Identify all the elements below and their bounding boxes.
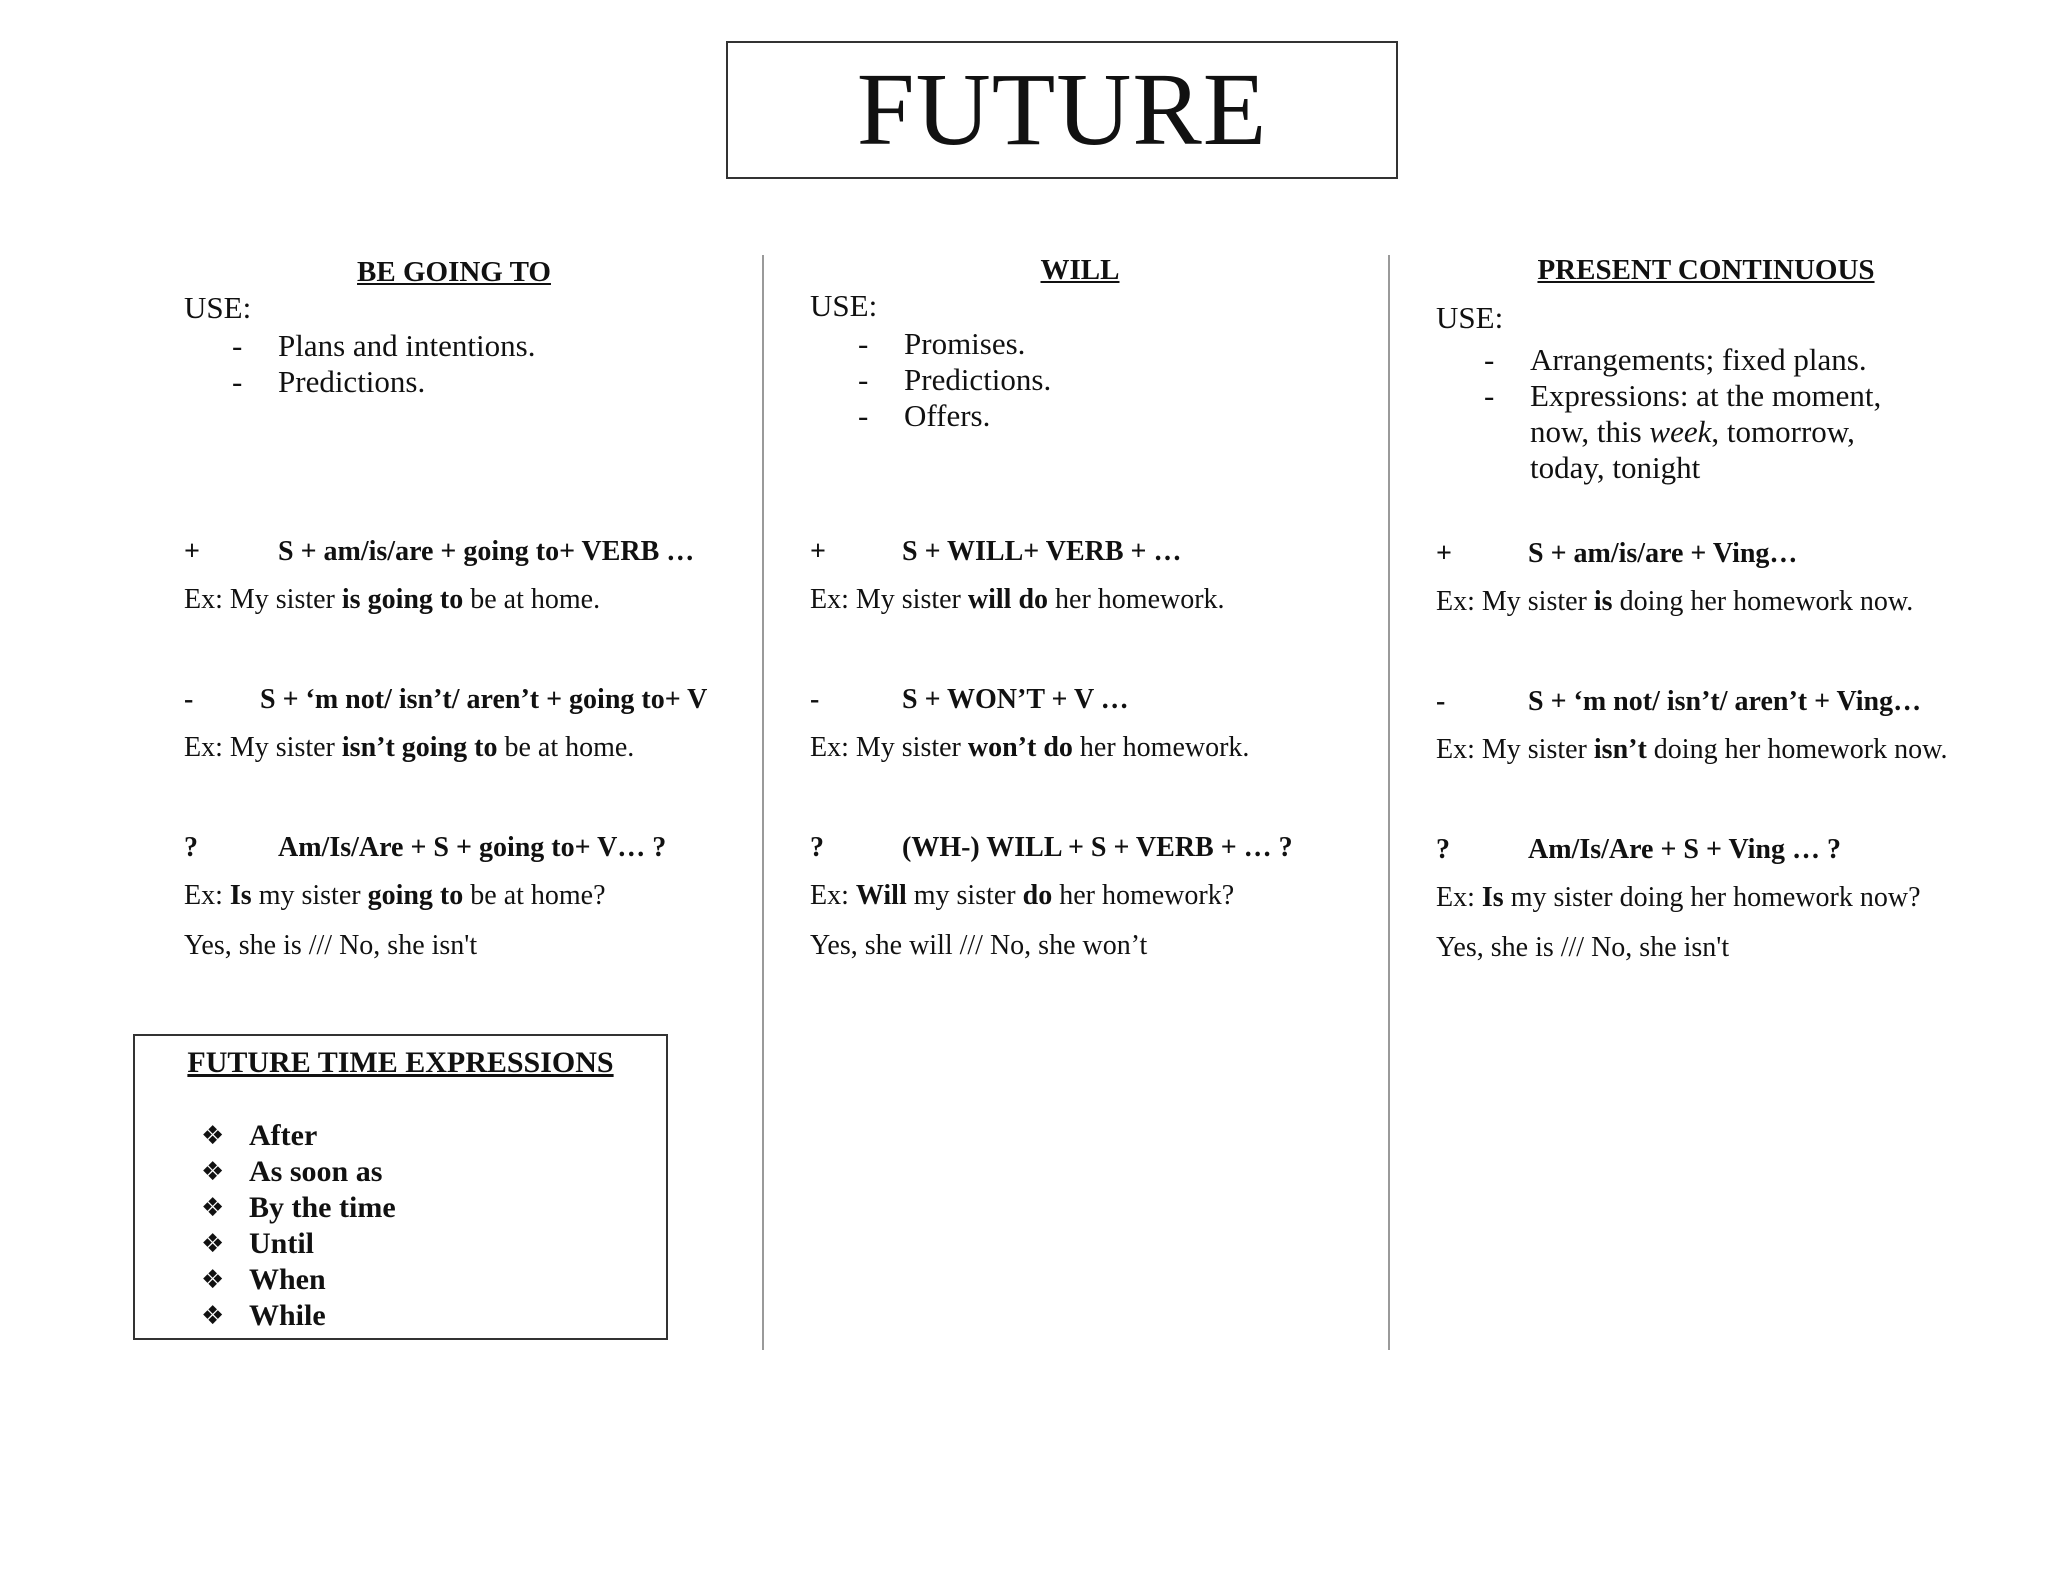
use-list	[858, 326, 1328, 434]
diamond-bullet-icon: ❖	[201, 1121, 225, 1151]
expression-item: ❖ Until	[201, 1227, 315, 1260]
negative-symbol: -	[184, 684, 194, 715]
affirmative-formula: S + am/is/are + going to+ VERB …	[278, 536, 695, 567]
affirmative-symbol: +	[184, 536, 200, 567]
affirmative-formula: S + WILL+ VERB + …	[902, 536, 1182, 567]
affirmative-symbol: +	[1436, 538, 1452, 569]
question-answer: Yes, she will /// No, she won’t	[810, 930, 1148, 961]
diamond-bullet-icon: ❖	[201, 1157, 225, 1187]
use-item: - Promises.	[858, 326, 1328, 362]
column-heading: WILL	[1040, 254, 1120, 286]
question-answer: Yes, she is /// No, she isn't	[1436, 932, 1730, 963]
use-item: - Offers.	[858, 398, 1328, 434]
use-item: - Predictions.	[232, 364, 702, 400]
negative-symbol: -	[810, 684, 820, 715]
diamond-bullet-icon: ❖	[201, 1301, 225, 1331]
question-example: Ex: Will my sister do her homework?	[810, 880, 1235, 911]
expression-item: ❖ By the time	[201, 1191, 396, 1224]
negative-example: Ex: My sister won’t do her homework.	[810, 732, 1250, 763]
question-answer: Yes, she is /// No, she isn't	[184, 930, 478, 961]
expression-item: ❖ While	[201, 1299, 326, 1332]
diamond-bullet-icon: ❖	[201, 1193, 225, 1223]
expression-item: ❖ After	[201, 1119, 318, 1152]
title-box	[726, 41, 1398, 179]
column-will	[810, 250, 1350, 1350]
negative-example: Ex: My sister isn’t doing her homework now.	[1436, 734, 1948, 765]
negative-example: Ex: My sister isn’t going to be at home.	[184, 732, 635, 763]
question-example: Ex: Is my sister going to be at home?	[184, 880, 606, 911]
diamond-bullet-icon: ❖	[201, 1229, 225, 1259]
diamond-bullet-icon: ❖	[201, 1265, 225, 1295]
affirmative-example: Ex: My sister is going to be at home.	[184, 584, 601, 615]
affirmative-example: Ex: My sister is doing her homework now.	[1436, 586, 1914, 617]
negative-formula: S + ‘m not/ isn’t/ aren’t + going to+ V	[260, 684, 708, 715]
column-divider	[1388, 255, 1390, 1350]
use-item-expressions: - Expressions: at the moment, now, this week, tomorrow, today, tonight	[1484, 378, 1924, 486]
question-formula: Am/Is/Are + S + Ving … ?	[1528, 834, 1841, 865]
question-example: Ex: Is my sister doing her homework now?	[1436, 882, 1921, 913]
column-heading: BE GOING TO	[357, 256, 551, 288]
column-heading: PRESENT CONTINUOUS	[1537, 254, 1875, 286]
use-list	[1484, 342, 1924, 486]
use-label: USE:	[1436, 300, 1504, 335]
use-label: USE:	[810, 288, 878, 323]
affirmative-formula: S + am/is/are + Ving…	[1528, 538, 1798, 569]
use-list	[232, 328, 702, 400]
use-item: - Predictions.	[858, 362, 1328, 398]
negative-formula: S + ‘m not/ isn’t/ aren’t + Ving…	[1528, 686, 1922, 717]
question-formula: (WH-) WILL + S + VERB + … ?	[902, 832, 1293, 863]
expressions-title: FUTURE TIME EXPRESSIONS	[187, 1046, 614, 1079]
use-item: - Plans and intentions.	[232, 328, 702, 364]
column-present-continuous	[1436, 250, 1976, 1350]
use-item: - Arrangements; fixed plans.	[1484, 342, 1924, 378]
use-label: USE:	[184, 290, 252, 325]
affirmative-symbol: +	[810, 536, 826, 567]
expression-item: ❖ As soon as	[201, 1155, 383, 1188]
question-formula: Am/Is/Are + S + going to+ V… ?	[278, 832, 667, 863]
expression-item: ❖ When	[201, 1263, 326, 1296]
negative-formula: S + WON’T + V …	[902, 684, 1129, 715]
question-symbol: ?	[184, 832, 198, 863]
column-divider	[762, 255, 764, 1350]
affirmative-example: Ex: My sister will do her homework.	[810, 584, 1225, 615]
negative-symbol: -	[1436, 686, 1446, 717]
question-symbol: ?	[1436, 834, 1450, 865]
expressions-list	[201, 1118, 396, 1334]
future-time-expressions-box	[133, 1034, 668, 1340]
page-title: FUTURE	[856, 52, 1268, 167]
question-symbol: ?	[810, 832, 824, 863]
